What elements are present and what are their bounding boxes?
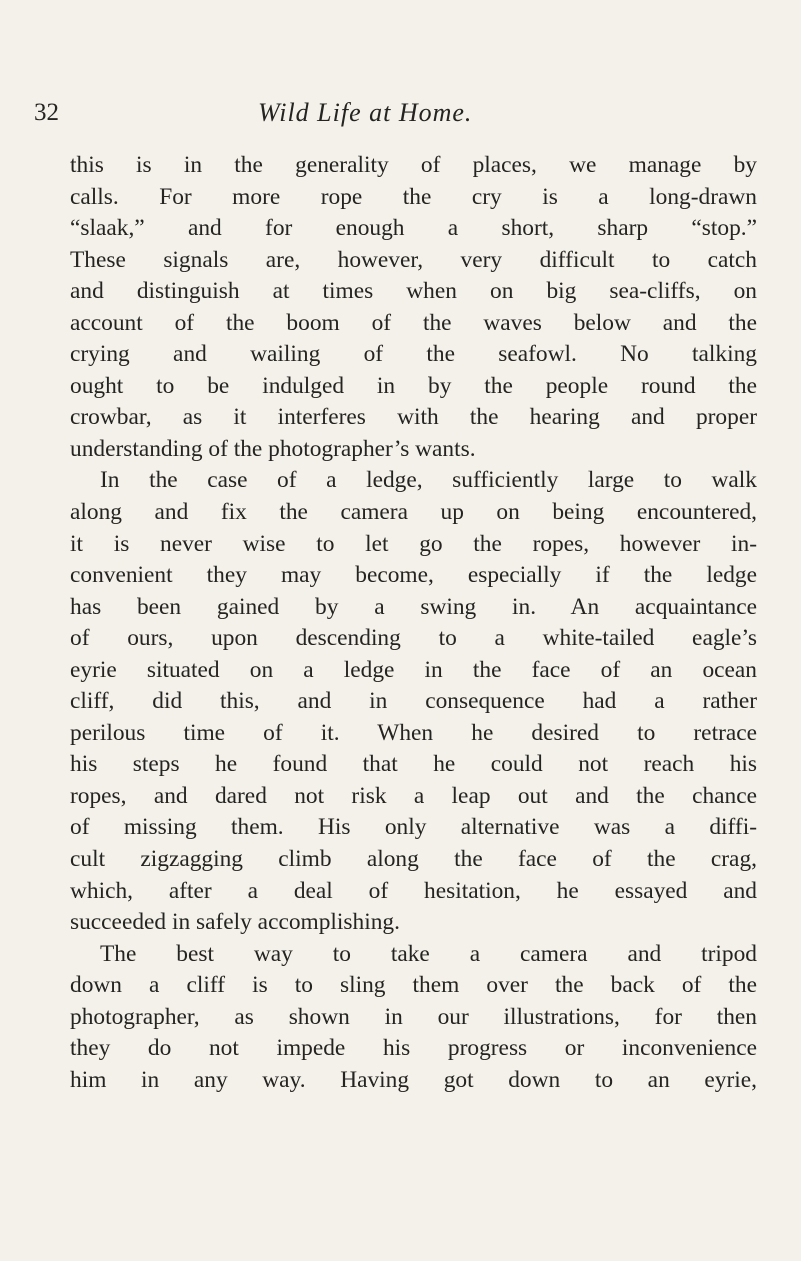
page-number: 32 [34, 99, 59, 126]
text-line: cult zigzagging climb along the face of the crag, [70, 846, 757, 873]
running-title: Wild Life at Home. [258, 98, 473, 127]
text-line: ropes, and dared not risk a leap out and the chance [70, 782, 757, 809]
paragraph-start-line: In the case of a ledge, sufficiently large to walk [100, 467, 757, 494]
text-line: These signals are, however, very difficult to catch [70, 246, 757, 273]
text-line: of missing them. His only alternative was a diffi- [70, 814, 757, 841]
paragraph-end-line: succeeded in safely accomplishing. [70, 909, 400, 936]
text-line: photographer, as shown in our illustrations, for then [70, 1003, 757, 1030]
text-line: him in any way. Having got down to an eyrie, [70, 1066, 757, 1093]
text-line: and distinguish at times when on big sea-cliffs, on [70, 278, 757, 305]
text-line: this is in the generality of places, we manage by [70, 152, 757, 178]
body-text [70, 150, 757, 1096]
text-line: convenient they may become, especially if the ledge [70, 562, 757, 589]
text-line: has been gained by a swing in. An acquaintance [70, 593, 757, 620]
text-line: crowbar, as it interferes with the hearing and proper [70, 404, 757, 431]
paragraph-end-line: understanding of the photographer’s wants. [70, 435, 476, 462]
text-line: down a cliff is to sling them over the back of the [70, 972, 757, 999]
text-line: ought to be indulged in by the people round the [70, 372, 757, 399]
text-line: his steps he found that he could not reach his [70, 751, 757, 778]
text-line: eyrie situated on a ledge in the face of an ocean [70, 656, 757, 683]
text-line: crying and wailing of the seafowl. No talking [70, 341, 757, 368]
text-line: it is never wise to let go the ropes, however in- [70, 530, 757, 557]
text-line: account of the boom of the waves below and the [70, 309, 757, 336]
text-line: perilous time of it. When he desired to retrace [70, 719, 757, 746]
text-line: “slaak,” and for enough a short, sharp “stop.” [70, 215, 757, 242]
text-line: along and fix the camera up on being encountered, [70, 499, 757, 526]
text-line: which, after a deal of hesitation, he essayed and [70, 877, 757, 904]
text-line: of ours, upon descending to a white-tailed eagle’s [70, 625, 757, 652]
running-head [0, 98, 801, 138]
text-line: cliff, did this, and in consequence had a rather [70, 688, 757, 715]
paragraph-start-line: The best way to take a camera and tripod [100, 940, 757, 967]
text-line: calls. For more rope the cry is a long-drawn [70, 183, 757, 210]
text-line: they do not impede his progress or inconvenience [70, 1035, 757, 1062]
